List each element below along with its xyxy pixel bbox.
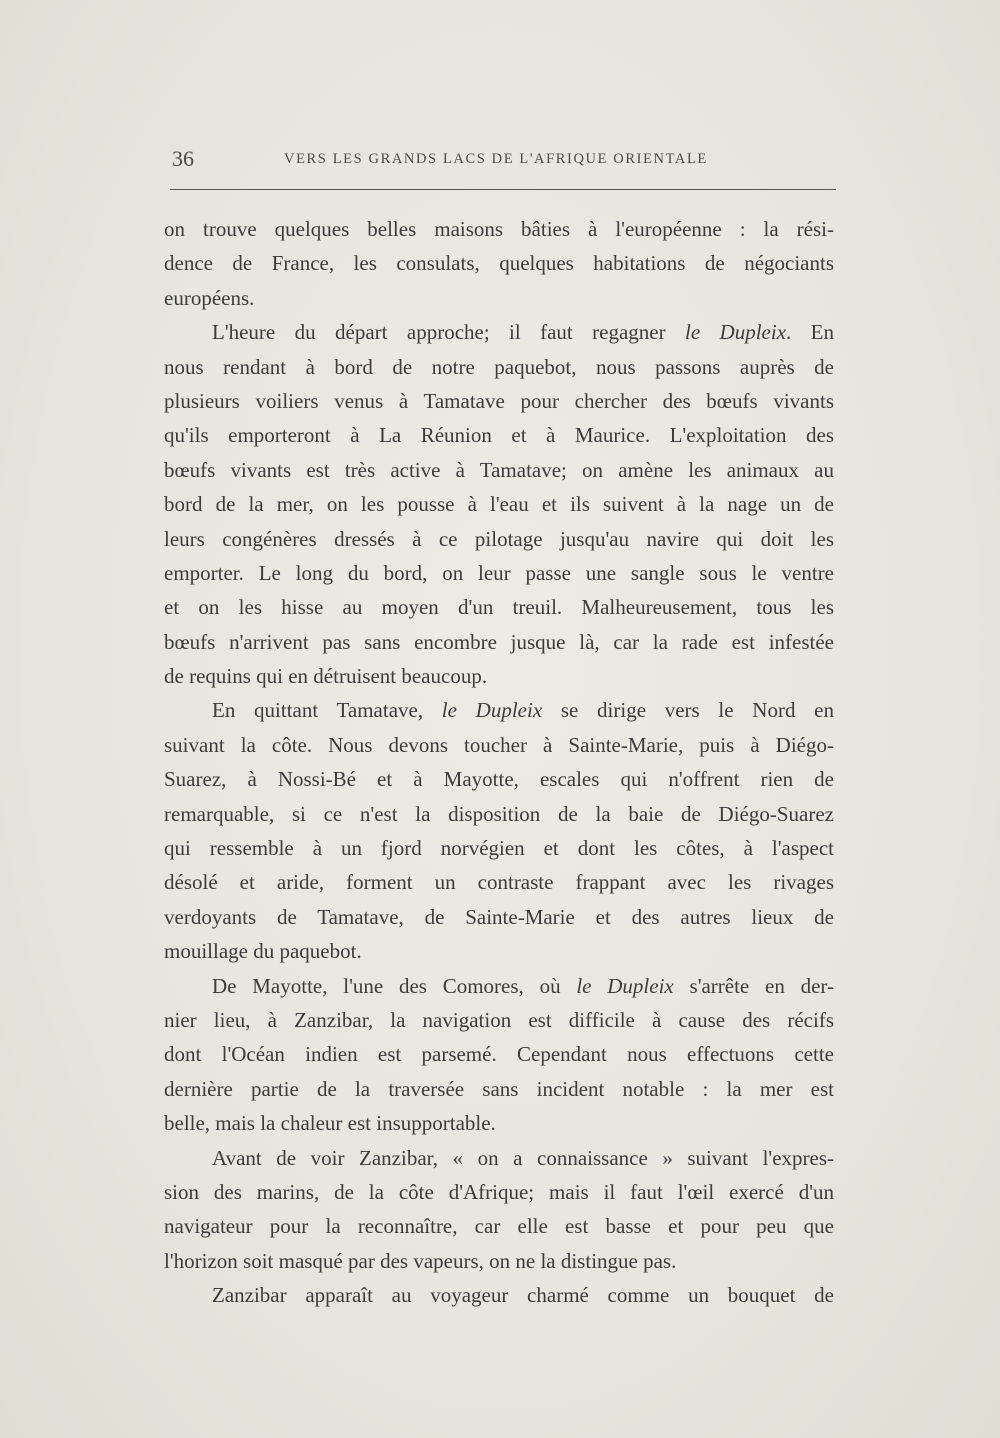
text-line: et on les hisse au moyen d'un treuil. Malheureusement, tous les: [164, 595, 834, 620]
text-line: qui ressemble à un fjord norvégien et dont les côtes, à l'aspect: [164, 836, 834, 861]
text-line: Zanzibar apparaît au voyageur charmé comme un bouquet de: [212, 1283, 834, 1308]
text-line: bœufs vivants est très active à Tamatave; on amène les animaux au: [164, 457, 834, 482]
line-segment: se dirige vers le Nord en: [542, 698, 834, 723]
text-line: Suarez, à Nossi-Bé et à Mayotte, escales qui n'offrent rien de: [164, 767, 834, 792]
text-line: qu'ils emporteront à La Réunion et à Maurice. L'exploitation des: [164, 423, 834, 448]
text-line: plusieurs voiliers venus à Tamatave pour chercher des bœufs vivants: [164, 388, 834, 413]
text-line: nier lieu, à Zanzibar, la navigation est difficile à cause des récifs: [164, 1007, 834, 1032]
text-line: navigateur pour la reconnaître, car elle est basse et pour peu que: [164, 1214, 834, 1239]
text-line: on trouve quelques belles maisons bâties à l'européenne : la rési-: [164, 217, 834, 241]
text-line: [164, 969, 834, 1003]
text-line: [164, 315, 834, 349]
text-line: dont l'Océan indien est parsemé. Cependant nous effectuons cette: [164, 1042, 834, 1067]
text-line: emporter. Le long du bord, on leur passe une sangle sous le ventre: [164, 560, 834, 585]
text-line: mouillage du paquebot.: [164, 939, 362, 964]
text-line: leurs congénères dressés à ce pilotage jusqu'au navire qui doit les: [164, 526, 834, 551]
ship-name-italic: le Dupleix: [576, 973, 674, 998]
running-head: [170, 146, 835, 176]
text-line: bord de la mer, on les pousse à l'eau et ils suivent à la nage un de: [164, 492, 834, 517]
running-title: VERS LES GRANDS LACS DE L'AFRIQUE ORIENTALE: [284, 151, 708, 167]
text-line: désolé et aride, forment un contraste frappant avec les rivages: [164, 870, 834, 895]
body-text: [164, 212, 834, 1313]
text-line: dence de France, les consulats, quelques habitations de négociants: [164, 251, 834, 276]
text-line: remarquable, si ce n'est la disposition de la baie de Diégo-Suarez: [164, 801, 834, 826]
text-line: Avant de voir Zanzibar, « on a connaissance » suivant l'expres-: [212, 1145, 834, 1170]
line-segment: . En: [786, 320, 834, 345]
ship-name-italic: le Dupleix: [441, 698, 543, 723]
line-segment: s'arrête en der-: [673, 973, 834, 998]
text-line: sion des marins, de la côte d'Afrique; mais il faut l'œil exercé d'un: [164, 1179, 834, 1204]
page-number: 36: [172, 146, 194, 171]
text-line: bœufs n'arrivent pas sans encombre jusque là, car la rade est infestée: [164, 629, 834, 654]
text-line: belle, mais la chaleur est insupportable.: [164, 1111, 496, 1136]
ship-name-italic: le Dupleix: [685, 320, 787, 345]
text-line: européens.: [164, 285, 255, 310]
line-segment: En quittant Tamatave,: [212, 698, 442, 723]
text-line: verdoyants de Tamatave, de Sainte-Marie et des autres lieux de: [164, 904, 834, 929]
text-line: l'horizon soit masqué par des vapeurs, on ne la distingue pas.: [164, 1248, 677, 1273]
line-segment: De Mayotte, l'une des Comores, où: [212, 973, 577, 998]
text-line: dernière partie de la traversée sans incident notable : la mer est: [164, 1076, 834, 1101]
text-line: de requins qui en détruisent beaucoup.: [164, 664, 488, 689]
header-rule: [170, 189, 836, 190]
text-line: suivant la côte. Nous devons toucher à Sainte-Marie, puis à Diégo-: [164, 732, 834, 757]
text-line: [164, 693, 834, 727]
text-line: nous rendant à bord de notre paquebot, nous passons auprès de: [164, 354, 834, 379]
line-segment: L'heure du départ approche; il faut regagner: [212, 320, 685, 345]
